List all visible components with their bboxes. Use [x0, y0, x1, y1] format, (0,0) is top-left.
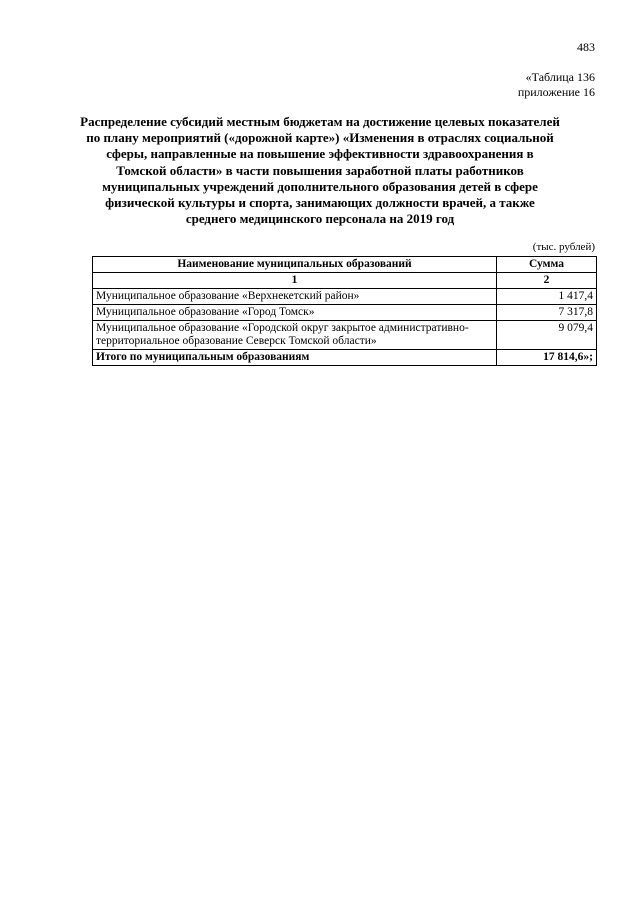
document-title: Распределение субсидий местным бюджетам на достижение целевых показателей по плану мероприятий («дорожной карте») «Изменения в отраслях социальной сферы, направленные на повышение эффективности здравоохранения в Томской области» в части повышения заработной платы работников муниципальных учреждений дополнительного образования детей в сфере физической культуры и спорта, занимающих должности врачей, а также среднего медицинского персонала на 2019 год [80, 114, 560, 227]
table-row [93, 289, 597, 305]
row-sum: 7 317,8 [497, 305, 597, 321]
table-row [93, 321, 597, 350]
table-reference [518, 70, 595, 100]
column-number-1: 1 [93, 273, 497, 289]
row-name: Муниципальное образование «Верхнекетский район» [93, 289, 497, 305]
row-name: Муниципальное образование «Городской округ закрытое административно-территориальное образование Северск Томской области» [93, 321, 497, 350]
header-sum: Сумма [497, 257, 597, 273]
page-number: 483 [577, 40, 595, 54]
table-row [93, 305, 597, 321]
units-label: (тыс. рублей) [532, 241, 595, 253]
total-sum: 17 814,6»; [497, 350, 597, 366]
table-reference-line1: «Таблица 136 [525, 70, 595, 84]
row-name: Муниципальное образование «Город Томск» [93, 305, 497, 321]
subsidy-table [92, 256, 597, 366]
column-number-2: 2 [497, 273, 597, 289]
row-sum: 1 417,4 [497, 289, 597, 305]
table-reference-line2: приложение 16 [517, 85, 595, 99]
total-name: Итого по муниципальным образованиям [93, 350, 497, 366]
column-number-row [93, 273, 597, 289]
total-row [93, 350, 597, 366]
header-name: Наименование муниципальных образований [93, 257, 497, 273]
table-header-row [93, 257, 597, 273]
row-sum: 9 079,4 [497, 321, 597, 350]
